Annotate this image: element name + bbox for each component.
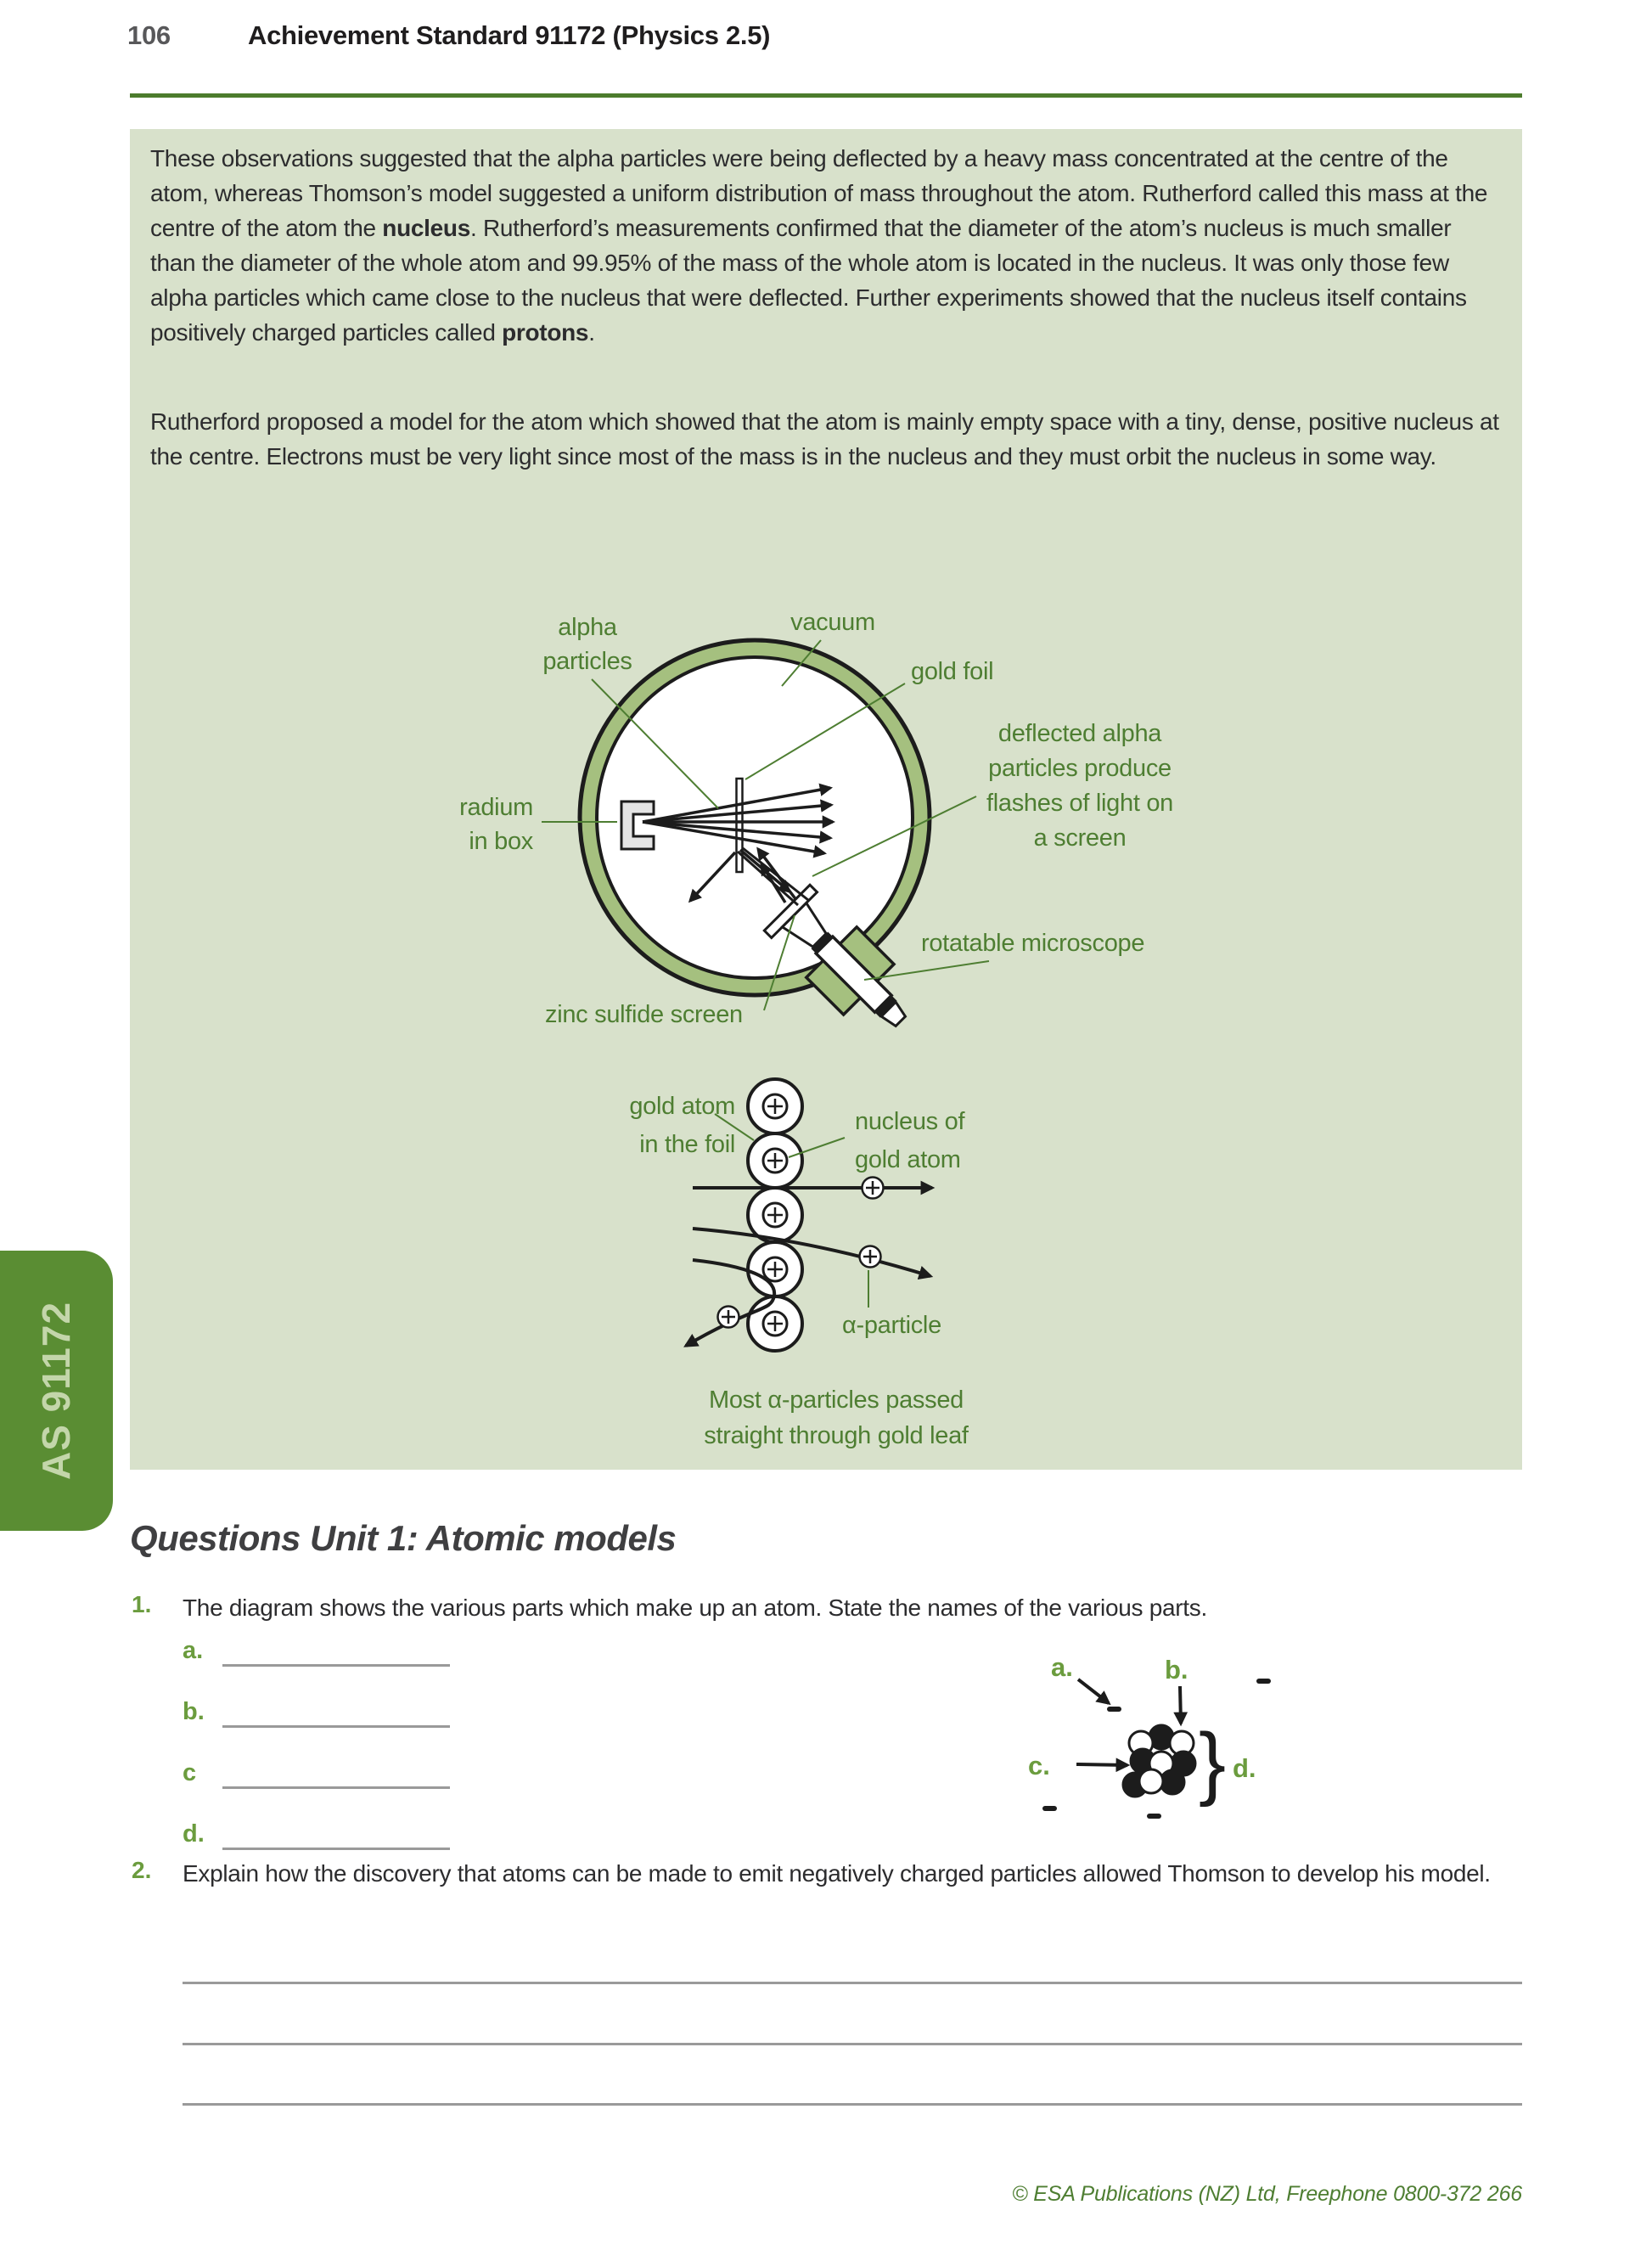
answer-blank-c[interactable] (222, 1786, 450, 1789)
gold-foil-atoms-diagram (543, 1061, 1121, 1367)
svg-text:in box: in box (469, 828, 533, 855)
answer-blank-d[interactable] (222, 1848, 450, 1850)
answer-label-a: a. (183, 1637, 204, 1664)
question-1-number: 1. (132, 1591, 152, 1617)
alpha-particle-symbols (718, 1178, 884, 1328)
atom-label-a: a. (1051, 1652, 1073, 1682)
svg-text:particles: particles (542, 648, 632, 675)
label-alpha-particles: alpha (558, 614, 617, 641)
svg-text:a screen: a screen (1033, 824, 1127, 852)
label-nucleus-of-gold-atom: nucleus of (855, 1108, 965, 1135)
answer-label-b: b. (183, 1698, 205, 1725)
page-title: Achievement Standard 91172 (Physics 2.5) (248, 20, 771, 50)
label-alpha-particle: α-particle (842, 1312, 941, 1339)
atom-parts-diagram (1002, 1626, 1307, 1830)
nucleus-brace: } (1199, 1717, 1227, 1808)
answer-blank-a[interactable] (222, 1664, 450, 1667)
answer-label-c: c (183, 1759, 197, 1786)
header-rule (130, 93, 1522, 98)
label-rotatable-microscope: rotatable microscope (921, 930, 1145, 957)
footer-copyright: © ESA Publications (NZ) Ltd, Freephone 0800-372 266 (1012, 2182, 1522, 2206)
answer-label-d: d. (183, 1820, 205, 1848)
svg-text:gold atom: gold atom (855, 1146, 961, 1173)
question-1-text: The diagram shows the various parts which make up an atom. State the names of the various parts. (183, 1595, 1207, 1621)
paragraph-rutherford-model: Rutherford proposed a model for the atom which showed that the atom is mainly empty space with a tiny, dense, positive nucleus at the centre. Electrons must be very light since most of the mass is in the nucleus and they must orbit the nucleus in some way. (150, 408, 1499, 470)
page-number: 106 (127, 20, 171, 50)
svg-text:particles produce: particles produce (988, 755, 1172, 782)
question-2-text: Explain how the discovery that atoms can be made to emit negatively charged particles allowed Thomson to develop his model. (183, 1860, 1491, 1887)
answer-line-2[interactable] (183, 2043, 1522, 2045)
chamber-inner-wall (597, 657, 913, 978)
paragraph-rutherford-observations: These observations suggested that the alpha particles were being deflected by a heavy mass concentrated at the centre of the atom, whereas Thomson’s model suggested a uniform distribution of mass throughout the atom. Rutherford called this mass at the centre of the atom the nucleus. Rutherford’s measurements confirmed that the diameter of the atom’s nucleus is much smaller than the diameter of the whole atom and 99.95% of the mass of the whole atom is located in the nucleus. It was only those few alpha particles which came close to the nucleus that were deflected. Further experiments showed that the nucleus itself contains positively charged particles called protons. (150, 145, 1488, 346)
section-title: Questions Unit 1: Atomic models (130, 1518, 677, 1558)
atom-label-d: d. (1233, 1753, 1256, 1783)
label-gold-foil: gold foil (911, 658, 994, 685)
label-zinc-sulfide-screen: zinc sulfide screen (545, 1001, 743, 1028)
svg-text:in the foil: in the foil (639, 1131, 735, 1158)
side-tab-label: AS 91172 (34, 1301, 79, 1481)
answer-line-1[interactable] (183, 1982, 1522, 1984)
side-tab-as91172 (0, 1251, 113, 1531)
answer-blank-b[interactable] (222, 1725, 450, 1728)
gold-foil (737, 779, 743, 872)
label-vacuum: vacuum (790, 609, 875, 636)
label-deflected-alpha: deflected alpha (997, 720, 1162, 747)
foil-diagram-caption: Most α-particles passed straight through gold leaf (704, 1386, 969, 1449)
svg-text:flashes of light on: flashes of light on (986, 790, 1173, 817)
answer-line-3[interactable] (183, 2103, 1522, 2106)
atom-label-b: b. (1165, 1655, 1188, 1685)
question-2-number: 2. (132, 1857, 152, 1883)
label-gold-atom-in-foil: gold atom (629, 1093, 735, 1120)
nucleus-cluster (1123, 1725, 1195, 1797)
rutherford-experiment-diagram (340, 586, 1239, 1061)
label-radium-in-box: radium (459, 794, 533, 821)
atom-label-c: c. (1028, 1751, 1050, 1780)
